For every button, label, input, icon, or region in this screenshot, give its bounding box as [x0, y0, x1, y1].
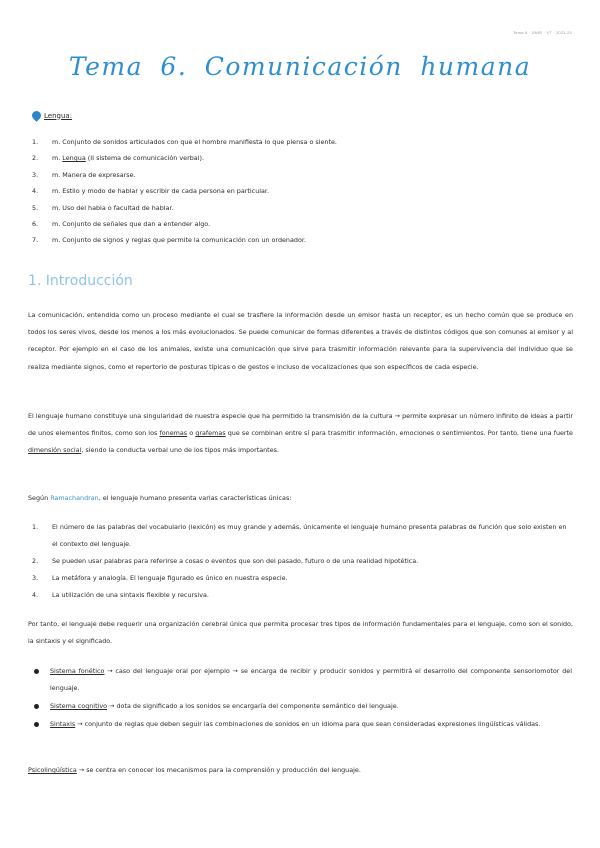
- section-heading-introduccion: 1. Introducción: [28, 273, 133, 289]
- paragraph-organizacion: Por tanto, el lenguaje debe requerir una organización cerebral única que permita procesar tres tipos de información fundamentales para el lenguaje, como son el sonido, la sintaxis y el significado.: [28, 620, 573, 646]
- definitions-list: [32, 138, 572, 253]
- page-title: Tema 6. Comunicación humana: [68, 52, 532, 81]
- list-item: 5. m. Uso del habla o facultad de hablar.: [32, 203, 174, 212]
- bullet-icon: [34, 704, 39, 709]
- paragraph-ramachandran: Según Ramachandran, el lenguaje humano presenta varias características únicas:: [28, 494, 292, 502]
- list-item: 3. La metáfora y analogía. El lenguaje figurado es único en nuestra especie.: [32, 574, 288, 582]
- list-item: 1. m. Conjunto de sonidos articulados con que el hombre manifiesta lo que piensa o siente.: [32, 138, 337, 146]
- list-item: 4. La utilización de una sintaxis flexible y recursiva.: [32, 591, 209, 599]
- paragraph-intro: La comunicación, entendida como un proceso mediante el cual se trasfiere la información desde un emisor hasta un receptor, es un hecho común que se produce en todos los seres vivos, desde los menos a los más evolucionados. Se puede comunicar de formas diferentes a través de distintos códigos que son comunes al emisor y al receptor. Por ejemplo en el caso de los animales, existe una comunicación que sirve para trasmitir información relevante para la supervivencia del individuo que se realiza mediante signos, como el repertorio de posturas típicas o de gestos e incluso de vocalizaciones que son específicos de cada especie.: [28, 311, 573, 371]
- list-item: 1. El número de las palabras del vocabulario (lexicón) es muy grande y además, únicamente el lenguaje humano presenta palabras de función que solo existen en el contexto del lenguaje.: [32, 523, 567, 548]
- list-item: 3. m. Manera de expresarse.: [32, 170, 136, 179]
- list-item: 4. m. Estilo y modo de hablar y escribir de cada persona en particular.: [32, 187, 270, 196]
- list-item: 2. Se pueden usar palabras para referirse a cosas o eventos que son del pasado, futuro o de una realidad hipotética.: [32, 557, 419, 565]
- list-item: Sintaxis → conjunto de reglas que deben seguir las combinaciones de sonidos en un idioma para que sean consideradas expresiones lingüísticas válidas.: [32, 716, 572, 733]
- list-item: 2. m. Lengua (II sistema de comunicación verbal).: [32, 154, 204, 163]
- lengua-heading: [32, 111, 72, 120]
- list-item: 7. m. Conjunto de signos y reglas que permite la comunicación con un ordenador.: [32, 236, 306, 245]
- bullet-icon: [34, 722, 39, 727]
- list-item: Sistema cognitivo → dota de significado a los sonidos se encargaría del componente semántico del lenguaje.: [32, 698, 572, 715]
- characteristics-list: [32, 519, 572, 604]
- header-note: Tema 6 · UNIR · VT · 2023-24: [513, 30, 572, 35]
- bullet-icon: [34, 669, 39, 674]
- lengua-label: Lengua:: [44, 111, 73, 120]
- list-item: 6. m. Conjunto de señales que dan a entender algo.: [32, 219, 211, 228]
- paragraph-lenguaje-humano: El lenguaje humano constituye una singularidad de nuestra especie que ha permitido la transmisión de la cultura → permite expresar un número infinito de ideas a partir de unos elementos finitos, como son los fonemas o grafemas que se combinan entre sí para trasmitir información, emociones o sentimientos. Por tanto, tiene una fuerte dimensión social, siendo la conducta verbal uno de los tipos más importantes.: [28, 412, 573, 455]
- list-item: Sistema fonético → caso del lenguaje oral por ejemplo → se encarga de recibir y producir sonidos y permitirá el desarrollo del componente sensoriomotor del lenguaje.: [32, 663, 572, 697]
- paragraph-psicolinguistica: Psicolingüística → se centra en conocer los mecanismos para la comprensión y producción del lenguaje.: [28, 766, 361, 774]
- drop-icon: [30, 109, 43, 122]
- systems-list: [32, 663, 572, 734]
